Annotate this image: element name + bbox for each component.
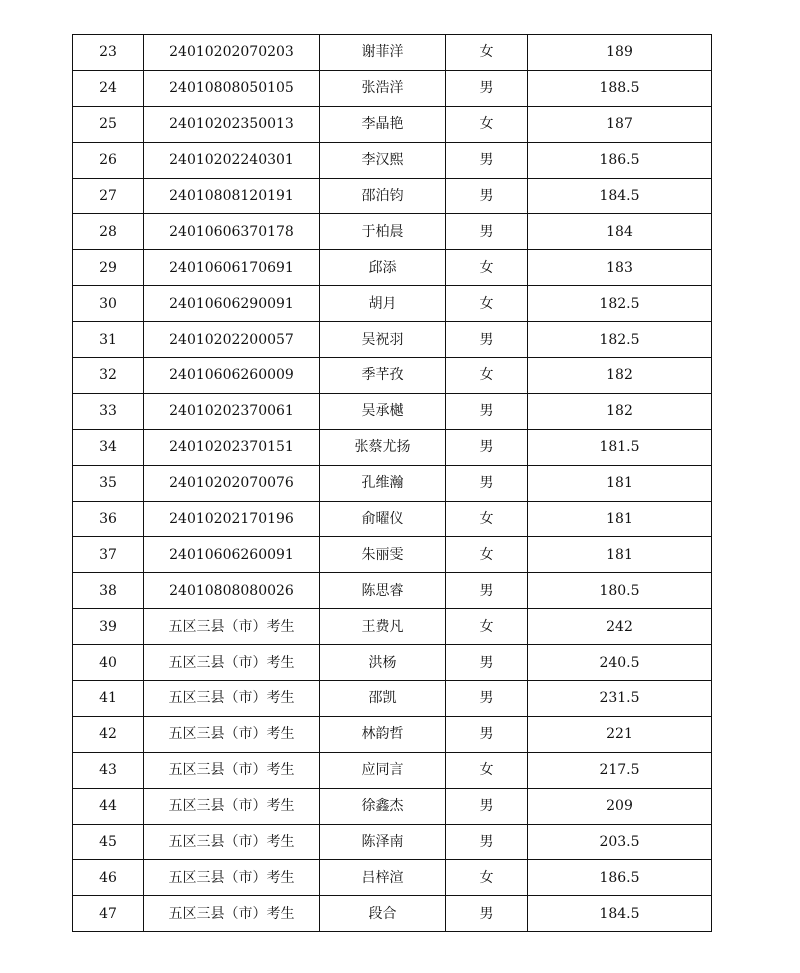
table-row	[73, 322, 712, 358]
score-cell: 221	[528, 716, 712, 752]
table-row	[73, 824, 712, 860]
score-cell: 209	[528, 788, 712, 824]
exam-id-cell: 24010606290091	[144, 286, 320, 322]
exam-id-cell: 24010606170691	[144, 250, 320, 286]
name-cell: 吕梓渲	[320, 860, 446, 896]
exam-id-cell: 24010808120191	[144, 178, 320, 214]
exam-id-cell: 五区三县（市）考生	[144, 609, 320, 645]
score-cell: 180.5	[528, 573, 712, 609]
score-cell: 181	[528, 501, 712, 537]
gender-cell: 男	[446, 178, 528, 214]
table-row	[73, 537, 712, 573]
name-cell: 林韵哲	[320, 716, 446, 752]
name-cell: 陈泽南	[320, 824, 446, 860]
exam-id-cell: 五区三县（市）考生	[144, 896, 320, 932]
rank-cell: 31	[73, 322, 144, 358]
score-cell: 186.5	[528, 142, 712, 178]
score-cell: 182.5	[528, 286, 712, 322]
gender-cell: 女	[446, 35, 528, 71]
score-cell: 242	[528, 609, 712, 645]
rank-cell: 28	[73, 214, 144, 250]
table-row	[73, 716, 712, 752]
exam-id-cell: 24010808050105	[144, 70, 320, 106]
rank-cell: 38	[73, 573, 144, 609]
rank-cell: 47	[73, 896, 144, 932]
name-cell: 邱添	[320, 250, 446, 286]
gender-cell: 男	[446, 70, 528, 106]
table-row	[73, 70, 712, 106]
gender-cell: 男	[446, 824, 528, 860]
name-cell: 陈思睿	[320, 573, 446, 609]
gender-cell: 男	[446, 645, 528, 681]
table-row	[73, 752, 712, 788]
results-table	[72, 34, 712, 932]
rank-cell: 29	[73, 250, 144, 286]
score-cell: 182.5	[528, 322, 712, 358]
exam-id-cell: 24010202240301	[144, 142, 320, 178]
exam-id-cell: 五区三县（市）考生	[144, 824, 320, 860]
table-row	[73, 609, 712, 645]
gender-cell: 女	[446, 537, 528, 573]
table-row	[73, 286, 712, 322]
exam-id-cell: 24010202370061	[144, 393, 320, 429]
rank-cell: 45	[73, 824, 144, 860]
rank-cell: 30	[73, 286, 144, 322]
rank-cell: 23	[73, 35, 144, 71]
exam-id-cell: 24010202070203	[144, 35, 320, 71]
gender-cell: 女	[446, 286, 528, 322]
rank-cell: 44	[73, 788, 144, 824]
table-row	[73, 214, 712, 250]
score-cell: 203.5	[528, 824, 712, 860]
score-cell: 183	[528, 250, 712, 286]
name-cell: 俞曜仪	[320, 501, 446, 537]
gender-cell: 男	[446, 429, 528, 465]
name-cell: 王费凡	[320, 609, 446, 645]
exam-id-cell: 24010606260009	[144, 358, 320, 394]
table-row	[73, 250, 712, 286]
name-cell: 谢菲洋	[320, 35, 446, 71]
rank-cell: 35	[73, 465, 144, 501]
gender-cell: 男	[446, 465, 528, 501]
exam-id-cell: 五区三县（市）考生	[144, 860, 320, 896]
exam-id-cell: 五区三县（市）考生	[144, 788, 320, 824]
table-row	[73, 106, 712, 142]
score-cell: 231.5	[528, 681, 712, 717]
gender-cell: 男	[446, 716, 528, 752]
table-row	[73, 393, 712, 429]
gender-cell: 女	[446, 250, 528, 286]
exam-id-cell: 24010202170196	[144, 501, 320, 537]
score-cell: 182	[528, 393, 712, 429]
name-cell: 李汉熙	[320, 142, 446, 178]
name-cell: 孔维瀚	[320, 465, 446, 501]
table-row	[73, 860, 712, 896]
name-cell: 于柏晨	[320, 214, 446, 250]
table-row	[73, 501, 712, 537]
gender-cell: 男	[446, 393, 528, 429]
table-row	[73, 681, 712, 717]
score-cell: 217.5	[528, 752, 712, 788]
table-row	[73, 429, 712, 465]
table-row	[73, 358, 712, 394]
exam-id-cell: 24010202350013	[144, 106, 320, 142]
rank-cell: 26	[73, 142, 144, 178]
name-cell: 季芊孜	[320, 358, 446, 394]
rank-cell: 41	[73, 681, 144, 717]
score-cell: 187	[528, 106, 712, 142]
score-cell: 184.5	[528, 178, 712, 214]
rank-cell: 33	[73, 393, 144, 429]
gender-cell: 男	[446, 214, 528, 250]
table-row	[73, 896, 712, 932]
rank-cell: 37	[73, 537, 144, 573]
exam-id-cell: 24010202370151	[144, 429, 320, 465]
name-cell: 邵凯	[320, 681, 446, 717]
gender-cell: 男	[446, 322, 528, 358]
exam-id-cell: 24010808080026	[144, 573, 320, 609]
table-row	[73, 645, 712, 681]
name-cell: 邵泊钧	[320, 178, 446, 214]
gender-cell: 男	[446, 681, 528, 717]
exam-id-cell: 24010606370178	[144, 214, 320, 250]
score-cell: 184	[528, 214, 712, 250]
exam-id-cell: 五区三县（市）考生	[144, 752, 320, 788]
score-cell: 181	[528, 465, 712, 501]
exam-id-cell: 24010606260091	[144, 537, 320, 573]
rank-cell: 46	[73, 860, 144, 896]
name-cell: 吴承樾	[320, 393, 446, 429]
rank-cell: 34	[73, 429, 144, 465]
rank-cell: 25	[73, 106, 144, 142]
score-cell: 186.5	[528, 860, 712, 896]
score-cell: 184.5	[528, 896, 712, 932]
rank-cell: 40	[73, 645, 144, 681]
gender-cell: 男	[446, 573, 528, 609]
score-cell: 182	[528, 358, 712, 394]
exam-id-cell: 五区三县（市）考生	[144, 645, 320, 681]
rank-cell: 32	[73, 358, 144, 394]
name-cell: 吴祝羽	[320, 322, 446, 358]
gender-cell: 女	[446, 860, 528, 896]
table-row	[73, 788, 712, 824]
rank-cell: 43	[73, 752, 144, 788]
name-cell: 胡月	[320, 286, 446, 322]
name-cell: 应同言	[320, 752, 446, 788]
gender-cell: 男	[446, 788, 528, 824]
score-cell: 188.5	[528, 70, 712, 106]
score-cell: 240.5	[528, 645, 712, 681]
rank-cell: 42	[73, 716, 144, 752]
table-row	[73, 35, 712, 71]
gender-cell: 女	[446, 106, 528, 142]
rank-cell: 39	[73, 609, 144, 645]
name-cell: 张浩洋	[320, 70, 446, 106]
score-cell: 181	[528, 537, 712, 573]
exam-id-cell: 24010202200057	[144, 322, 320, 358]
rank-cell: 36	[73, 501, 144, 537]
name-cell: 李晶艳	[320, 106, 446, 142]
gender-cell: 男	[446, 896, 528, 932]
gender-cell: 女	[446, 752, 528, 788]
rank-cell: 27	[73, 178, 144, 214]
score-cell: 189	[528, 35, 712, 71]
table-row	[73, 465, 712, 501]
gender-cell: 女	[446, 501, 528, 537]
gender-cell: 男	[446, 142, 528, 178]
exam-id-cell: 24010202070076	[144, 465, 320, 501]
results-table-body	[73, 35, 712, 932]
table-row	[73, 142, 712, 178]
gender-cell: 女	[446, 358, 528, 394]
name-cell: 张蔡尤扬	[320, 429, 446, 465]
name-cell: 洪杨	[320, 645, 446, 681]
name-cell: 朱丽雯	[320, 537, 446, 573]
gender-cell: 女	[446, 609, 528, 645]
exam-id-cell: 五区三县（市）考生	[144, 681, 320, 717]
exam-id-cell: 五区三县（市）考生	[144, 716, 320, 752]
table-row	[73, 573, 712, 609]
table-row	[73, 178, 712, 214]
name-cell: 段合	[320, 896, 446, 932]
score-cell: 181.5	[528, 429, 712, 465]
rank-cell: 24	[73, 70, 144, 106]
name-cell: 徐鑫杰	[320, 788, 446, 824]
